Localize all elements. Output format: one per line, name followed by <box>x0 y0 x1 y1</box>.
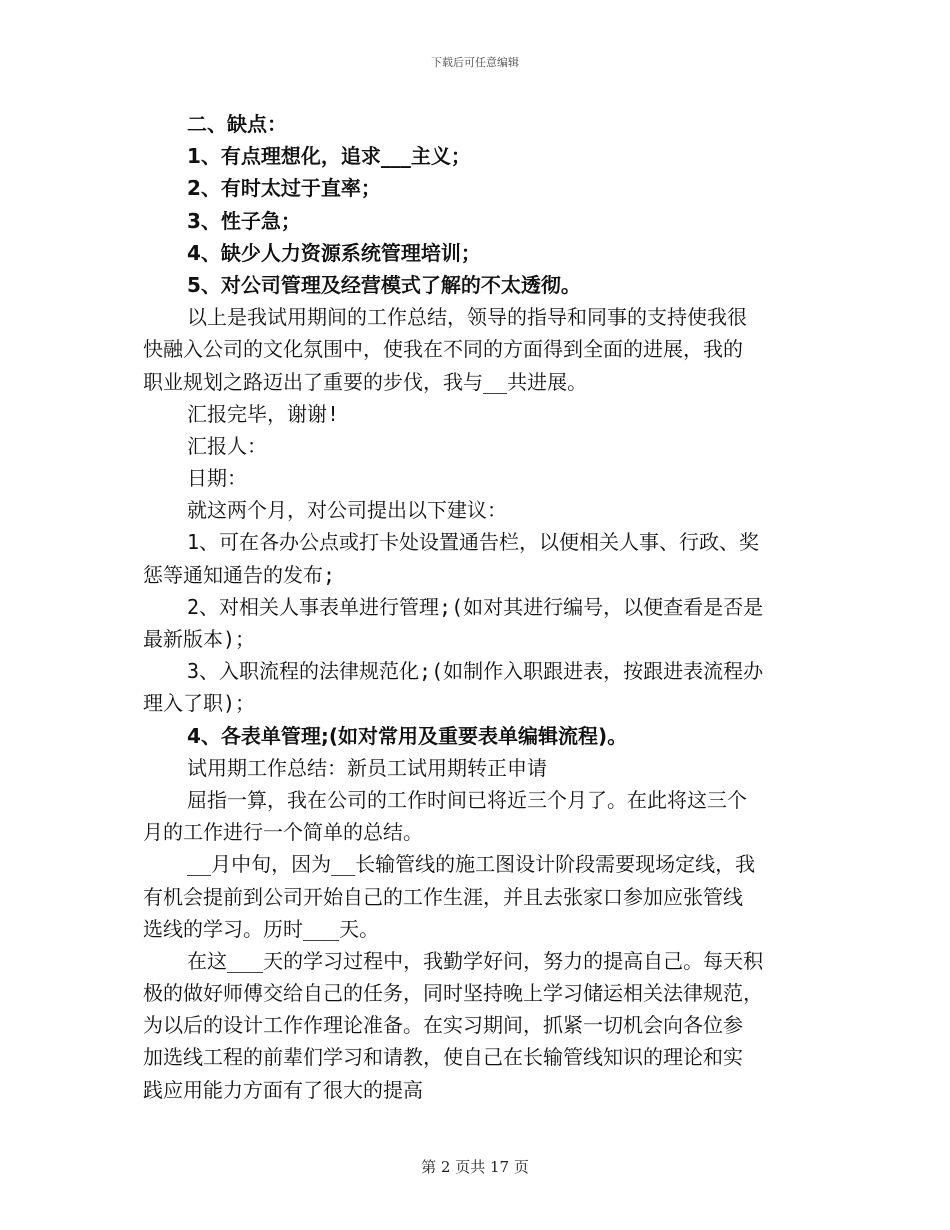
text-line: 试用期工作总结：新员工试用期转正申请 <box>187 755 547 780</box>
text-line: 极的做好师傅交给自己的任务，同时坚持晚上学习储运相关法律规范， <box>143 981 763 1006</box>
page-header: 下载后可任意编辑 <box>431 56 519 69</box>
text-line: 选线的学习。历时___天。 <box>143 916 380 941</box>
text-line: 以上是我试用期间的工作总结，领导的指导和同事的支持使我很 <box>187 305 747 330</box>
text-line: __月中旬，因为__长输管线的施工图设计阶段需要现场定线，我 <box>187 852 756 877</box>
text-line: 最新版本)； <box>143 627 256 651</box>
text-line: 日期： <box>187 466 247 491</box>
text-line: 汇报人： <box>187 433 267 458</box>
text-line: 4、各表单管理;(如对常用及重要表单编辑流程)。 <box>187 723 628 748</box>
text-line: 有机会提前到公司开始自己的工作生涯，并且去张家口参加应张管线 <box>143 884 743 909</box>
text-line: 加选线工程的前辈们学习和请教，使自己在长输管线知识的理论和实 <box>143 1045 743 1070</box>
text-line: 惩等通知通告的发布; <box>143 562 336 587</box>
text-line: 在这___天的学习过程中，我勤学好问，努力的提高自己。每天积 <box>187 948 764 973</box>
page-footer: 第 2 页共 17 页 <box>421 1158 529 1176</box>
text-line: 月的工作进行一个简单的总结。 <box>143 820 423 845</box>
text-line: 5、对公司管理及经营模式了解的不太透彻。 <box>187 272 581 297</box>
text-line: 2、对相关人事表单进行管理;(如对其进行编号，以便查看是否是 <box>187 594 764 619</box>
text-line: 汇报完毕，谢谢! <box>187 401 340 426</box>
document-body <box>143 108 808 1106</box>
text-line: 践应用能力方面有了很大的提高 <box>143 1077 423 1102</box>
text-line: 1、有点理想化，追求___主义； <box>187 144 471 169</box>
text-line: 1、可在各办公点或打卡处设置通告栏，以便相关人事、行政、奖 <box>187 530 760 555</box>
text-line: 屈指一算，我在公司的工作时间已将近三个月了。在此将这三个 <box>187 787 747 812</box>
text-line: 快融入公司的文化氛围中，使我在不同的方面得到全面的进展，我的 <box>143 337 743 362</box>
text-line: 就这两个月，对公司提出以下建议： <box>187 498 507 523</box>
text-line: 为以后的设计工作作理论准备。在实习期间，抓紧一切机会向各位参 <box>143 1013 743 1038</box>
text-line: 4、缺少人力资源系统管理培训； <box>187 240 481 265</box>
text-line: 职业规划之路迈出了重要的步伐，我与__共进展。 <box>143 369 588 394</box>
text-line: 理入了职)； <box>143 691 256 716</box>
text-line: 3、性子急； <box>187 208 301 233</box>
text-line: 二、缺点： <box>187 112 287 136</box>
text-line: 2、有时太过于直率； <box>187 176 381 201</box>
text-line: 3、入职流程的法律规范化;(如制作入职跟进表，按跟进表流程办 <box>187 659 764 684</box>
